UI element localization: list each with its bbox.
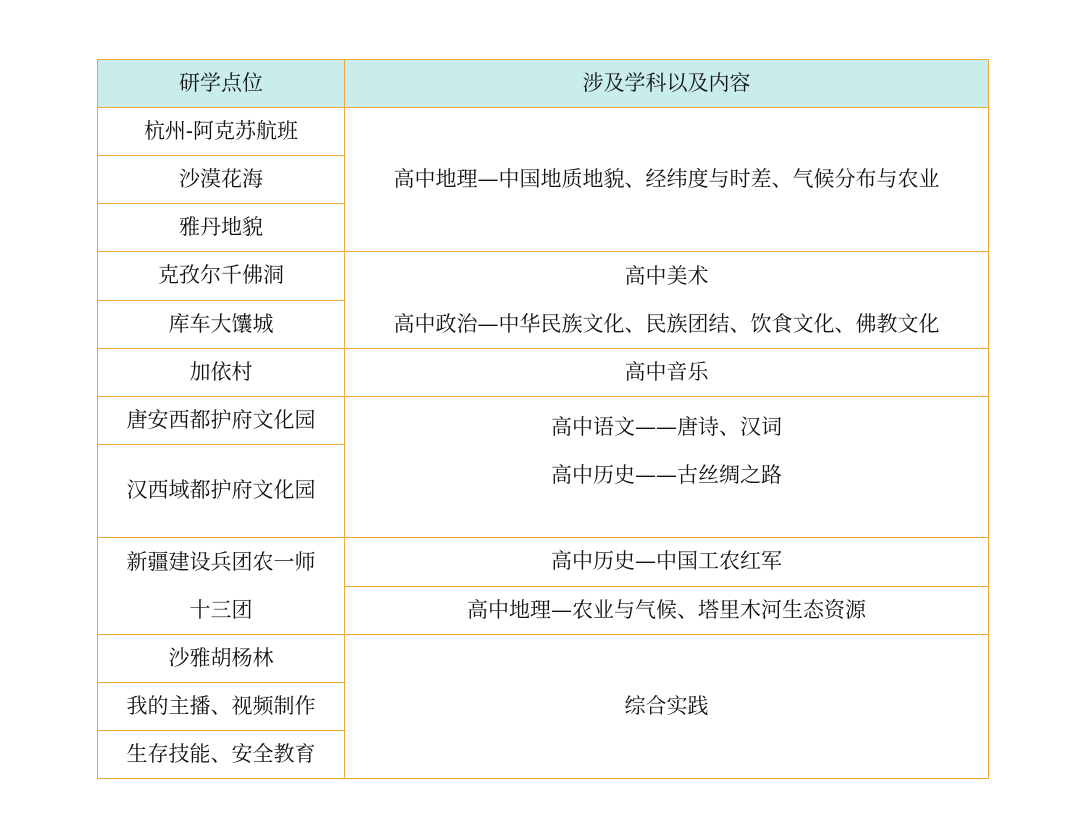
study-sites-table bbox=[97, 59, 989, 779]
table-row bbox=[98, 252, 989, 301]
content-cell: 高中历史—中国工农红军 bbox=[345, 538, 989, 587]
content-cell: 高中音乐 bbox=[345, 349, 989, 397]
content-cell: 高中地理—农业与气候、塔里木河生态资源 bbox=[345, 586, 989, 635]
site-line: 新疆建设兵团农一师 bbox=[126, 550, 316, 574]
table-row bbox=[98, 108, 989, 156]
site-cell: 沙雅胡杨林 bbox=[98, 635, 345, 683]
site-cell: 库车大馕城 bbox=[98, 300, 345, 349]
content-line: 高中政治—中华民族文化、民族团结、饮食文化、佛教文化 bbox=[393, 312, 940, 336]
content-cell bbox=[345, 397, 989, 538]
content-line: 高中历史——古丝绸之路 bbox=[551, 463, 782, 487]
site-line: 十三团 bbox=[189, 598, 253, 622]
site-cell: 克孜尔千佛洞 bbox=[98, 252, 345, 301]
header-row bbox=[98, 60, 989, 108]
site-cell: 加依村 bbox=[98, 349, 345, 397]
header-content: 涉及学科以及内容 bbox=[345, 60, 989, 108]
table-row bbox=[98, 397, 989, 445]
content-line: 高中美术 bbox=[624, 264, 709, 288]
table-row bbox=[98, 635, 989, 683]
site-cell bbox=[98, 538, 345, 635]
content-cell: 高中地理—中国地质地貌、经纬度与时差、气候分布与农业 bbox=[345, 108, 989, 252]
content-line: 高中语文——唐诗、汉词 bbox=[551, 415, 782, 439]
content-cell: 综合实践 bbox=[345, 635, 989, 779]
site-cell: 杭州-阿克苏航班 bbox=[98, 108, 345, 156]
site-cell: 我的主播、视频制作 bbox=[98, 683, 345, 731]
table-row bbox=[98, 349, 989, 397]
site-cell: 沙漠花海 bbox=[98, 156, 345, 204]
site-cell: 唐安西都护府文化园 bbox=[98, 397, 345, 445]
content-cell bbox=[345, 252, 989, 349]
header-site: 研学点位 bbox=[98, 60, 345, 108]
site-cell: 雅丹地貌 bbox=[98, 204, 345, 252]
table-row bbox=[98, 538, 989, 587]
site-cell: 汉西域都护府文化园 bbox=[98, 445, 345, 538]
site-cell: 生存技能、安全教育 bbox=[98, 731, 345, 779]
